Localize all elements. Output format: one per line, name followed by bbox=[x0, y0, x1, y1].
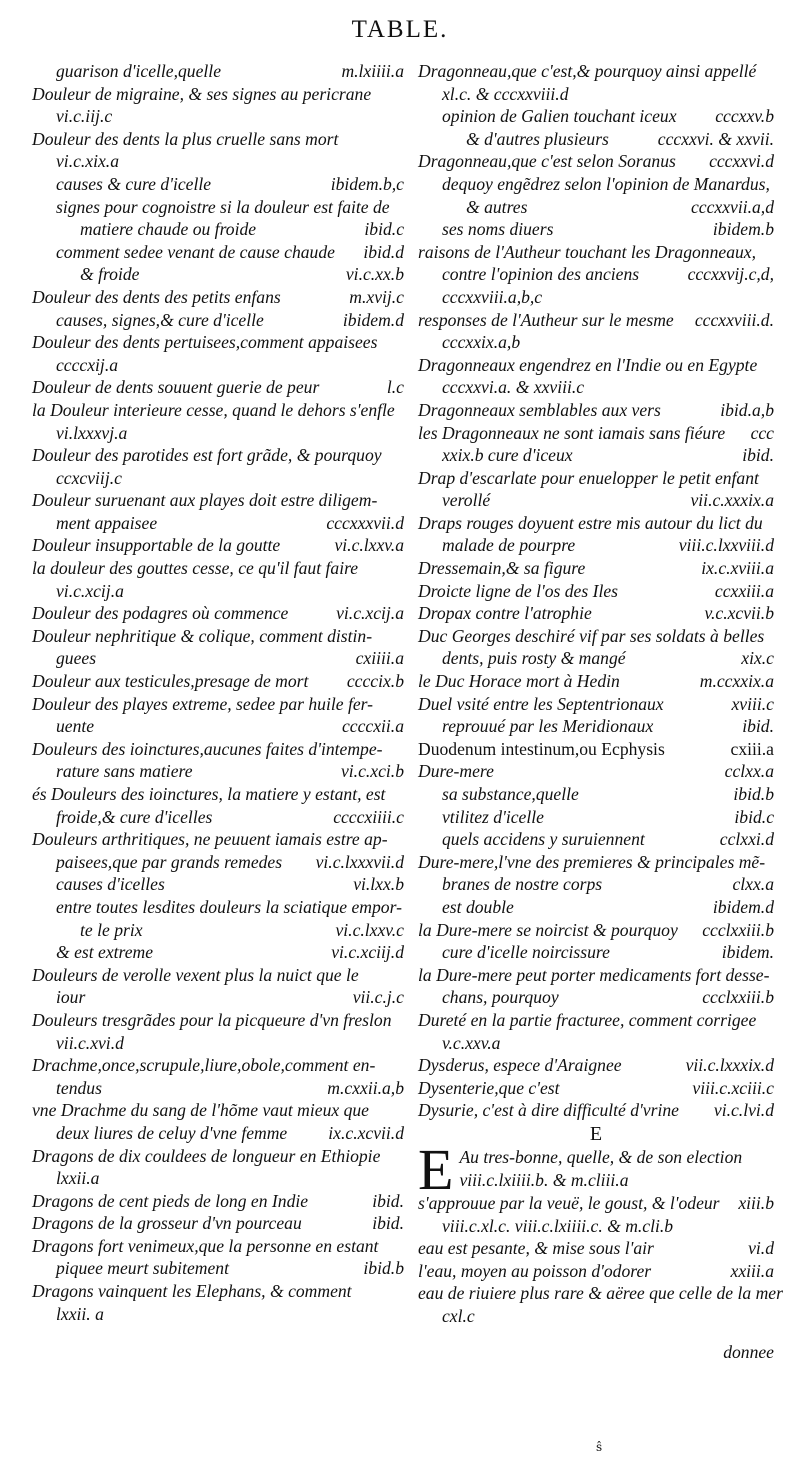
entry-text: reprouué par les Meridionaux bbox=[442, 716, 654, 737]
signature-mark: ŝ bbox=[596, 1440, 603, 1454]
entry-reference: cccxxvii.a,d bbox=[690, 196, 774, 217]
index-entry bbox=[418, 851, 774, 896]
entry-text: cccxxviii.a,b,c bbox=[442, 286, 543, 307]
entry-reference: xxiii.a bbox=[730, 1260, 774, 1281]
entry-reference: ibidem. bbox=[721, 942, 774, 963]
entry-text: Drap d'escarlate pour enuelopper le petit enfant bbox=[418, 467, 759, 488]
entry-text: Dysderus, espece d'Araignee bbox=[418, 1055, 622, 1076]
entry-reference: ccccix.b bbox=[346, 671, 404, 692]
entry-text: le Duc Horace mort à Hedin bbox=[418, 671, 620, 692]
index-entry bbox=[418, 150, 774, 173]
entry-reference: cccxxvij.c,d, bbox=[687, 264, 774, 285]
index-entry bbox=[32, 444, 404, 489]
index-entry bbox=[32, 1009, 404, 1054]
entry-text: causes & cure d'icelle bbox=[56, 173, 212, 194]
index-entry bbox=[418, 964, 774, 1009]
index-entry bbox=[32, 1054, 404, 1099]
entry-text: viii.c.xl.c. viii.c.lxiiii.c. & m.cli.b bbox=[442, 1215, 674, 1236]
entry-text: Douleur aux testicules,presage de mort bbox=[32, 671, 309, 692]
entry-text: eau est pesante, & mise sous l'air bbox=[418, 1238, 654, 1259]
entry-text: Dragons de cent pieds de long en Indie bbox=[32, 1190, 309, 1211]
entry-reference: ibid.c bbox=[734, 806, 774, 827]
index-entry bbox=[418, 1192, 774, 1237]
index-entry bbox=[418, 1136, 774, 1202]
index-entries-e bbox=[418, 1192, 783, 1328]
entry-text: Dropax contre l'atrophie bbox=[418, 603, 592, 624]
index-entry bbox=[418, 557, 774, 580]
entry-text: Douleurs tresgrãdes pour la picqueure d'vn freslon bbox=[32, 1009, 392, 1030]
entry-reference: cxiiii.a bbox=[355, 648, 404, 669]
index-entry bbox=[32, 196, 404, 241]
entry-text: Dragons vainquent les Elephans, & comment bbox=[32, 1281, 352, 1302]
entry-text: responses de l'Autheur sur le mesme bbox=[418, 309, 674, 330]
entry-reference: ibidem.d bbox=[712, 896, 774, 917]
entry-text: entre toutes lesdites douleurs la sciatique empor- bbox=[56, 896, 402, 917]
entry-text: la Dure-mere peut porter medicaments fort desse- bbox=[418, 964, 770, 985]
entry-reference: m.ccxxix.a bbox=[699, 671, 774, 692]
index-entry bbox=[32, 941, 404, 964]
index-entry bbox=[418, 105, 774, 150]
index-entry bbox=[418, 1282, 783, 1327]
index-entry bbox=[32, 1099, 404, 1144]
entry-reference: cccxxv.b bbox=[715, 106, 774, 127]
entry-reference: cccxxxvii.d bbox=[326, 512, 404, 533]
index-entry bbox=[32, 173, 404, 196]
entry-text: cccxxix.a,b bbox=[442, 332, 521, 353]
entry-reference: xiii.b bbox=[738, 1192, 774, 1213]
index-entry bbox=[418, 1054, 774, 1077]
entry-text: lxxii.a bbox=[56, 1168, 100, 1189]
index-entry bbox=[418, 670, 774, 693]
entry-reference: ibid. bbox=[372, 1213, 404, 1234]
index-column-right bbox=[418, 60, 783, 1364]
entry-reference: cclxxi.d bbox=[719, 829, 774, 850]
entry-text: paisees,que par grands remedes bbox=[56, 851, 283, 872]
entry-text: malade de pourpre bbox=[442, 535, 576, 556]
index-entry bbox=[32, 241, 404, 286]
index-entry bbox=[32, 964, 404, 1009]
index-entry bbox=[418, 218, 774, 241]
entry-reference: vi.c.xx.b bbox=[345, 264, 404, 285]
index-entry bbox=[32, 693, 404, 738]
entry-text: lxxii. a bbox=[56, 1303, 104, 1324]
index-entry bbox=[418, 512, 774, 557]
index-entry bbox=[32, 331, 404, 376]
entry-text: Duel vsité entre les Septentrionaux bbox=[418, 693, 664, 714]
entry-reference: vi.c.xcij.a bbox=[336, 603, 404, 624]
entry-text: Douleur de dents souuent guerie de peur bbox=[32, 377, 320, 398]
entry-text: Dragons fort venimeux,que la personne en estant bbox=[32, 1235, 379, 1256]
entry-reference: vi.c.lvi.d bbox=[713, 1100, 774, 1121]
index-entry bbox=[418, 399, 774, 422]
index-entry bbox=[32, 670, 404, 693]
entry-reference: cclxx.a bbox=[724, 761, 774, 782]
entry-text: ses noms diuers bbox=[442, 219, 554, 240]
entry-text: Douleur insupportable de la goutte bbox=[32, 535, 281, 556]
index-entry bbox=[418, 60, 774, 105]
entry-text: Douleur des dents des petits enfans bbox=[32, 286, 281, 307]
index-entry bbox=[418, 760, 774, 783]
entry-text: guarison d'icelle,quelle bbox=[56, 61, 222, 81]
entry-reference: ix.c.xviii.a bbox=[701, 558, 774, 579]
index-entry bbox=[418, 1077, 774, 1100]
entry-text: cxl.c bbox=[442, 1305, 475, 1326]
entry-text: Douleurs de verolle vexent plus la nuict que le bbox=[32, 964, 359, 985]
entry-reference: clxx.a bbox=[732, 874, 774, 895]
entry-reference: vi.c.xciij.d bbox=[331, 942, 404, 963]
index-entry bbox=[418, 625, 774, 670]
entry-text: uente bbox=[56, 716, 95, 737]
entry-reference: ibid.b bbox=[733, 784, 774, 804]
index-entry bbox=[418, 715, 774, 738]
index-entry bbox=[418, 173, 774, 218]
entry-reference: viii.c.lxiiii.b. & m.cliii.a bbox=[459, 1169, 629, 1190]
entry-reference: vii.c.xxxix.a bbox=[690, 490, 774, 511]
index-entry bbox=[32, 738, 404, 783]
index-entry bbox=[32, 534, 404, 557]
index-entry bbox=[418, 828, 774, 851]
entry-reference: ccc bbox=[750, 422, 774, 443]
entry-text: deux liures de celuy d'vne femme bbox=[56, 1122, 288, 1143]
entry-text: Dureté en la partie fracturee, comment corrigee bbox=[418, 1009, 757, 1030]
entry-text: Dragons de dix couldees de longueur en Ethiopie bbox=[32, 1145, 381, 1166]
entry-text: sa substance,quelle bbox=[442, 784, 579, 804]
entry-text: Douleur des podagres où commence bbox=[32, 603, 289, 624]
entry-text: s'approuue par la veuë, le goust, & l'odeur bbox=[418, 1192, 720, 1213]
entry-text: dequoy engẽdrez selon l'opinion de Manardus, bbox=[442, 173, 770, 194]
entry-text: & autres bbox=[466, 196, 528, 217]
entry-reference: vii.c.j.c bbox=[352, 987, 404, 1008]
entry-text: Douleur suruenant aux playes doit estre diligem- bbox=[32, 490, 378, 511]
entry-text: Douleur nephritique & colique, comment distin- bbox=[32, 625, 373, 646]
entry-reference: ccccxii.a bbox=[341, 716, 404, 737]
entry-reference: ibid. bbox=[742, 445, 774, 466]
entry-text: froide,& cure d'icelles bbox=[56, 806, 213, 827]
entry-text: Dure-mere bbox=[418, 761, 494, 782]
index-entry bbox=[32, 376, 404, 399]
entry-text: Dragons de la grosseur d'vn pourceau bbox=[32, 1213, 302, 1234]
entry-text: Dressemain,& sa figure bbox=[418, 558, 586, 579]
entry-text: l'eau, moyen au poisson d'odorer bbox=[418, 1260, 652, 1281]
index-entry bbox=[418, 1009, 774, 1054]
entry-reference: ibid.a,b bbox=[720, 399, 774, 420]
entry-text: Dragonneaux engendrez en l'Indie ou en Egypte bbox=[418, 354, 758, 375]
index-column-left bbox=[32, 60, 404, 1325]
index-entry bbox=[418, 738, 774, 761]
entry-reference: ccccxiiii.c bbox=[333, 806, 404, 827]
index-entry bbox=[418, 806, 774, 829]
entry-reference: vi.c.lxxv.a bbox=[334, 535, 404, 556]
entry-text: Dragonneau,que c'est selon Soranus bbox=[418, 151, 676, 172]
entry-text: Dragonneau,que c'est,& pourquoy ainsi appellé bbox=[418, 61, 757, 81]
entry-text: Dure-mere,l'vne des premieres & principales mẽ- bbox=[418, 851, 766, 872]
entry-reference: m.xvij.c bbox=[349, 286, 404, 307]
entry-reference: vi.lxx.b bbox=[353, 874, 404, 895]
entry-text: Douleurs arthritiques, ne peuuent iamais estre ap- bbox=[32, 829, 388, 850]
index-entry bbox=[32, 602, 404, 625]
entry-text: vi.lxxxvj.a bbox=[56, 422, 128, 443]
entry-text: Douleur des playes extreme, sedee par huile fer- bbox=[32, 693, 373, 714]
entry-text: opinion de Galien touchant iceux bbox=[442, 106, 677, 127]
entry-reference: ibid. bbox=[372, 1190, 404, 1211]
entry-text: rature sans matiere bbox=[56, 761, 193, 782]
section-letter: E bbox=[589, 1122, 603, 1145]
entry-text: ment appaisee bbox=[56, 512, 158, 533]
entry-reference: ix.c.xcvii.d bbox=[328, 1122, 404, 1143]
entry-text: Droicte ligne de l'os des Iles bbox=[418, 580, 619, 601]
index-entry bbox=[418, 941, 774, 964]
entry-text: te le prix bbox=[80, 919, 143, 940]
entry-text: vi.c.xix.a bbox=[56, 151, 120, 172]
entry-reference: cccxxvi.d bbox=[709, 151, 774, 172]
entry-reference: vi.d bbox=[748, 1238, 774, 1259]
index-entry bbox=[418, 1260, 774, 1283]
entry-text: cccxxvi.a. & xxviii.c bbox=[442, 377, 585, 398]
entry-reference: v.c.xcvii.b bbox=[704, 603, 774, 624]
index-entry bbox=[418, 693, 774, 716]
section-e-opening bbox=[418, 1136, 774, 1202]
entry-reference: cccxxviii.d. bbox=[694, 309, 774, 330]
entry-text: Draps rouges doyuent estre mis autour du lict du bbox=[418, 512, 763, 533]
index-entry bbox=[32, 309, 404, 332]
index-entry bbox=[32, 286, 404, 309]
entry-reference: viii.c.lxxviii.d bbox=[678, 535, 774, 556]
index-entry bbox=[32, 783, 404, 828]
index-entry bbox=[32, 399, 404, 444]
index-entry bbox=[32, 1190, 404, 1213]
entry-text: les Dragonneaux ne sont iamais sans fiéure bbox=[418, 422, 726, 443]
index-entry bbox=[418, 467, 774, 512]
entry-text: dents, puis rosty & mangé bbox=[442, 648, 626, 669]
entry-reference: vi.c.lxxxvii.d bbox=[315, 851, 404, 872]
entry-text: Drachme,once,scrupule,liure,obole,comment en- bbox=[32, 1055, 376, 1076]
entry-text: Douleurs des ioinctures,aucunes faites d'intempe- bbox=[32, 738, 383, 759]
entry-text: Douleur des parotides est fort grãde, & pourquoy bbox=[32, 445, 382, 466]
entry-reference: m.cxxii.a,b bbox=[327, 1077, 404, 1098]
page-title: TABLE. bbox=[351, 16, 449, 43]
entry-text: tendus bbox=[56, 1077, 102, 1098]
index-entry bbox=[32, 1280, 404, 1325]
entry-text: v.c.xxv.a bbox=[442, 1032, 501, 1053]
entry-text: signes pour cognoistre si la douleur est faite de bbox=[56, 196, 390, 217]
index-entry bbox=[418, 1099, 774, 1122]
entry-text: Au tres-bonne, quelle, & de son election bbox=[459, 1146, 743, 1167]
entry-reference: xviii.c bbox=[731, 693, 774, 714]
index-entry bbox=[418, 354, 774, 399]
entry-text: vne Drachme du sang de l'hõme vaut mieux que bbox=[32, 1100, 369, 1121]
index-entry bbox=[32, 1212, 404, 1235]
index-entry bbox=[418, 309, 774, 354]
entry-text: ccccxij.a bbox=[56, 354, 119, 375]
entry-text: eau de riuiere plus rare & aëree que celle de la mer bbox=[418, 1283, 783, 1304]
entry-text: vi.c.iij.c bbox=[56, 106, 113, 127]
entry-reference: ibidem.d bbox=[342, 309, 404, 330]
entry-reference: viii.c.xciii.c bbox=[692, 1077, 774, 1098]
entry-reference: ibid.d bbox=[363, 241, 404, 262]
index-entry bbox=[418, 422, 774, 467]
entry-text: guees bbox=[56, 648, 97, 669]
entry-text: piquee meurt subitement bbox=[56, 1258, 229, 1279]
index-entries-d bbox=[418, 60, 774, 1122]
index-entry bbox=[418, 919, 774, 942]
entry-text: verollé bbox=[442, 490, 491, 511]
index-entry bbox=[32, 489, 404, 534]
entry-text: ccxcviij.c bbox=[56, 467, 122, 488]
entry-text: branes de nostre corps bbox=[442, 874, 603, 895]
entry-text: matiere chaude ou froide bbox=[80, 219, 257, 240]
index-entry bbox=[32, 828, 404, 873]
entry-reference: ccclxxiii.b bbox=[702, 987, 774, 1008]
entry-text: quels accidens y suruiennent bbox=[442, 829, 645, 850]
entry-reference: cxiii.a bbox=[730, 738, 774, 759]
entry-text: Duodenum intestinum,ou Ecphysis bbox=[418, 738, 665, 759]
entry-text: la Dure-mere se noircist & pourquoy bbox=[418, 919, 678, 940]
entry-text: és Douleurs des ioinctures, la matiere y estant, est bbox=[32, 784, 386, 804]
entry-text: Douleur des dents la plus cruelle sans mort bbox=[32, 128, 339, 149]
catchword: donnee bbox=[723, 1342, 774, 1363]
index-entry bbox=[32, 896, 404, 941]
entry-reference: cccxxvi. & xxvii. bbox=[657, 128, 774, 149]
entry-reference: vi.c.xci.b bbox=[340, 761, 404, 782]
index-entry bbox=[32, 60, 404, 83]
entry-text: iour bbox=[56, 987, 86, 1008]
entry-text: Douleur de migraine, & ses signes au pericrane bbox=[32, 83, 372, 104]
index-entry bbox=[32, 1235, 404, 1280]
entry-text: cure d'icelle noircissure bbox=[442, 942, 610, 963]
entry-text: Dragonneaux semblables aux vers bbox=[418, 399, 661, 420]
entry-text: chans, pourquoy bbox=[442, 987, 559, 1008]
index-entry bbox=[418, 783, 774, 806]
entry-reference: ccclxxiii.b bbox=[702, 919, 774, 940]
entry-text: la Douleur interieure cesse, quand le dehors s'enfle bbox=[32, 399, 395, 420]
entry-reference: xix.c bbox=[741, 648, 774, 669]
index-entry bbox=[418, 580, 774, 603]
entry-text: & froide bbox=[80, 264, 140, 285]
entry-reference: vi.c.lxxv.c bbox=[335, 919, 404, 940]
index-entry bbox=[32, 625, 404, 670]
entry-reference: ibid.c bbox=[364, 219, 404, 240]
index-entry bbox=[32, 83, 404, 128]
drop-cap-initial: E bbox=[418, 1136, 454, 1202]
entry-reference: ibidem.b,c bbox=[330, 173, 404, 194]
entry-text: & est extreme bbox=[56, 942, 154, 963]
entry-text: vtilitez d'icelle bbox=[442, 806, 544, 827]
index-entry bbox=[32, 1145, 404, 1190]
entry-text: vii.c.xvi.d bbox=[56, 1032, 124, 1053]
entry-reference: ibidem.b bbox=[712, 219, 774, 240]
entry-text: est double bbox=[442, 896, 514, 917]
entry-text: Duc Georges deschiré vif par ses soldats à belles bbox=[418, 625, 765, 646]
entry-reference: ibid. bbox=[742, 716, 774, 737]
entry-text: la douleur des gouttes cesse, ce qu'il faut faire bbox=[32, 558, 359, 579]
entry-reference: ccxxiii.a bbox=[714, 580, 774, 601]
entry-reference: m.lxiiii.a bbox=[341, 61, 404, 81]
entry-text: xxix.b cure d'iceux bbox=[442, 445, 573, 466]
entry-text: Dysurie, c'est à dire difficulté d'vrine bbox=[418, 1100, 679, 1121]
entry-text: comment sedee venant de cause chaude bbox=[56, 241, 335, 262]
entry-reference: ibid.b bbox=[363, 1258, 404, 1279]
index-entry bbox=[418, 241, 774, 309]
entry-text: vi.c.xcij.a bbox=[56, 580, 124, 601]
index-entry bbox=[32, 873, 404, 896]
entry-text: causes d'icelles bbox=[56, 874, 165, 895]
entry-text: Douleur des dents pertuisees,comment appaisees bbox=[32, 332, 378, 353]
entry-text: raisons de l'Autheur touchant les Dragonneaux, bbox=[418, 241, 757, 262]
entry-text: Dysenterie,que c'est bbox=[418, 1077, 560, 1098]
index-entry bbox=[32, 128, 404, 173]
entry-text: & d'autres plusieurs bbox=[466, 128, 609, 149]
index-entry bbox=[418, 1237, 774, 1260]
index-entry bbox=[32, 557, 404, 602]
entry-reference: vii.c.lxxxix.d bbox=[685, 1055, 774, 1076]
index-entry bbox=[418, 896, 774, 919]
entry-text: causes, signes,& cure d'icelle bbox=[56, 309, 264, 330]
index-entry bbox=[418, 602, 774, 625]
entry-text: xl.c. & cccxxviii.d bbox=[442, 83, 569, 104]
entry-text: contre l'opinion des anciens bbox=[442, 264, 640, 285]
entry-reference: l.c bbox=[386, 377, 404, 398]
